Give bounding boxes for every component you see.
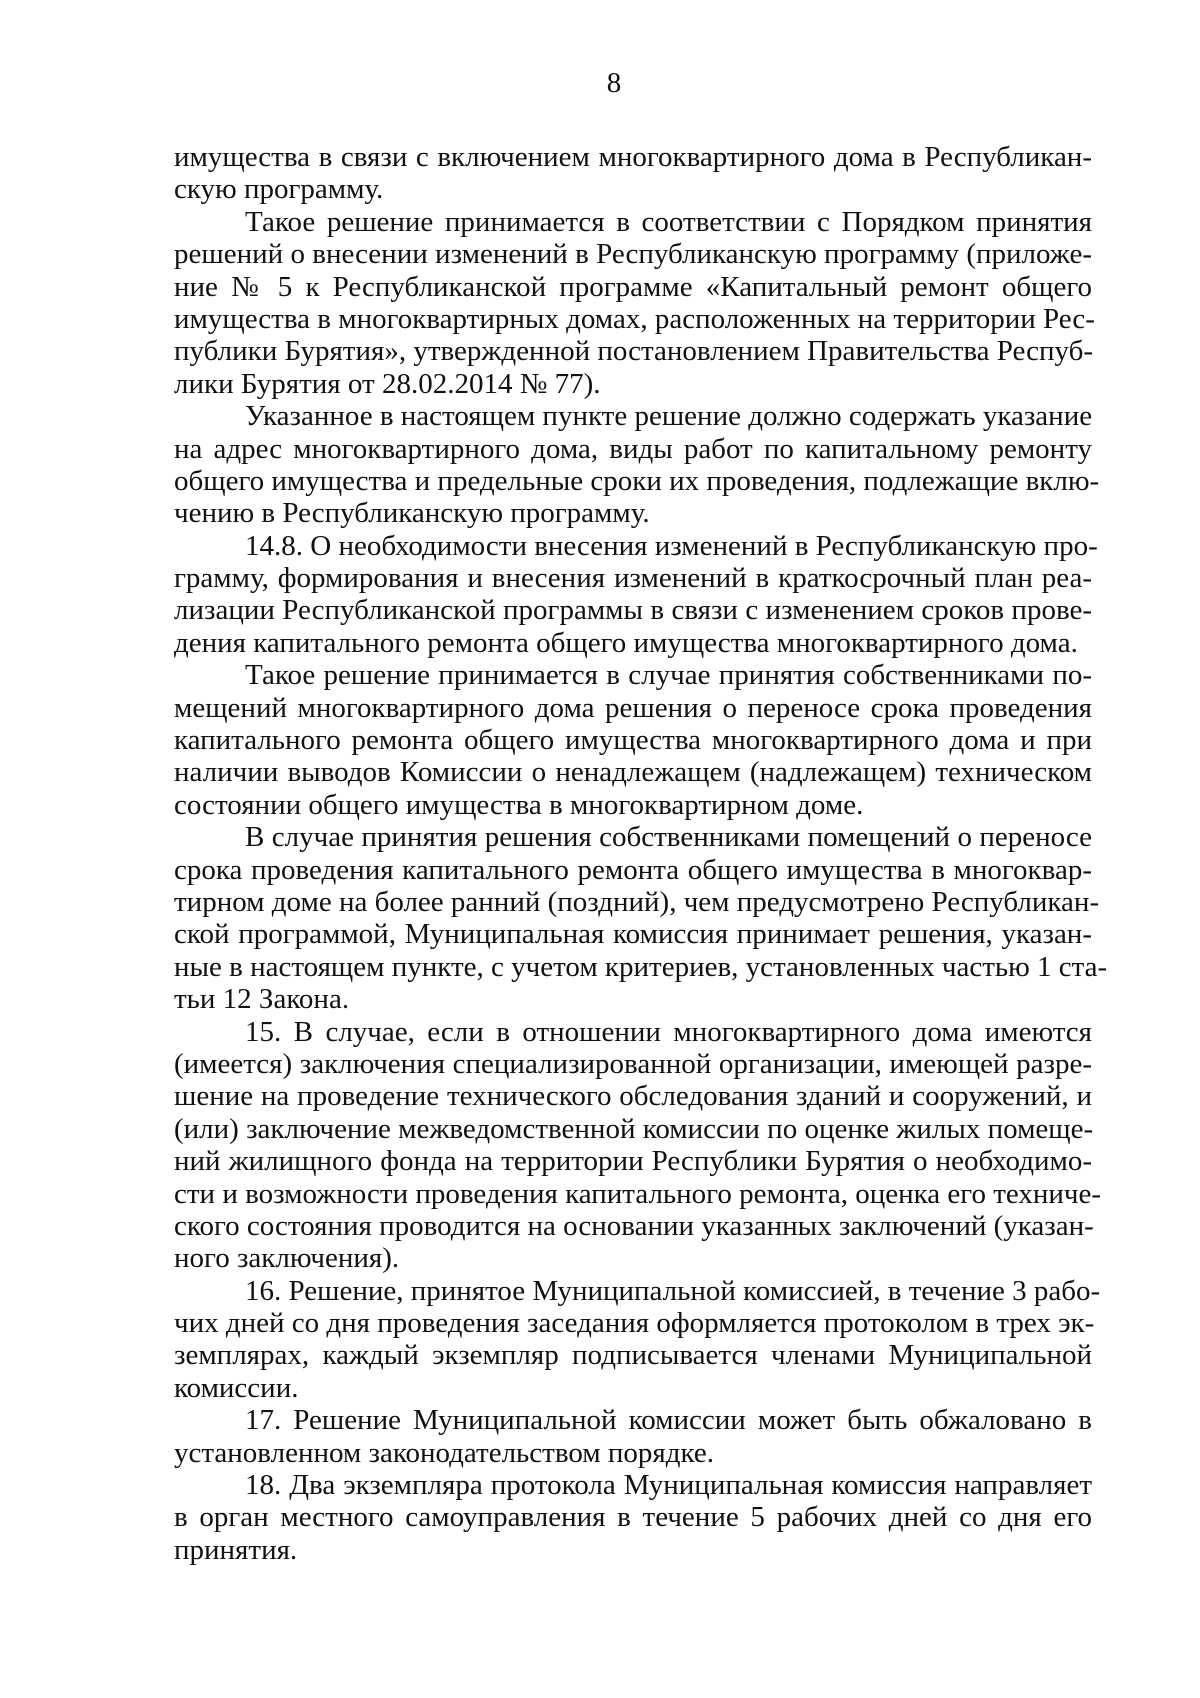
text-line: чих дней со дня проведения заседания оформляется протоколом в трех эк- [174, 1307, 1095, 1340]
text-line: 18. Два экземпляра протокола Муниципальная комиссия направляет [245, 1469, 1092, 1502]
text-line: Указанное в настоящем пункте решение должно содержать указание [245, 400, 1093, 433]
text-line: наличии выводов Комиссии о ненадлежащем (надлежащем) техническом [174, 756, 1092, 789]
text-line: Такое решение принимается в соответствии с Порядком принятия [245, 205, 1092, 238]
text-line: комиссии. [174, 1371, 299, 1404]
paragraph [174, 1404, 1092, 1469]
text-line: чению в Республиканскую программу. [174, 497, 650, 530]
paragraph [174, 1015, 1102, 1275]
text-line: ского состояния проводится на основании указанных заключений (указан- [174, 1209, 1094, 1242]
paragraph [174, 529, 1098, 660]
text-line: имущества в связи с включением многоквартирного дома в Республикан- [174, 141, 1092, 173]
text-line: состоянии общего имущества в многоквартирном доме. [174, 788, 864, 821]
text-line: земплярах, каждый экземпляр подписывается членами Муниципальной [174, 1339, 1092, 1372]
paragraph [174, 141, 1092, 206]
paragraph [174, 205, 1095, 400]
text-line: 15. В случае, если в отношении многоквартирного дома имеются [245, 1015, 1092, 1048]
text-line: тирном доме на более ранний (поздний), чем предусмотрено Республикан- [174, 885, 1100, 918]
page-number: 8 [606, 67, 622, 99]
text-line: в орган местного самоуправления в течение 5 рабочих дней со дня его [174, 1501, 1092, 1534]
text-line: грамму, формирования и внесения изменений в краткосрочный план реа- [174, 562, 1092, 595]
text-line: лики Бурятия от 28.02.2014 № 77). [174, 367, 601, 400]
text-line: 17. Решение Муниципальной комиссии может быть обжаловано в [245, 1404, 1092, 1437]
paragraph [174, 1274, 1101, 1405]
text-line: имущества в многоквартирных домах, расположенных на территории Рес- [174, 302, 1095, 335]
text-line: ние № 5 к Республиканской программе «Капитальный ремонт общего [174, 270, 1092, 303]
text-line: ного заключения). [174, 1242, 400, 1275]
text-line: сти и возможности проведения капитального ремонта, оценка его техниче- [174, 1177, 1102, 1210]
text-line: Такое решение принимается в случае принятия собственниками по- [245, 659, 1092, 692]
text-line: установленном законодательством порядке. [174, 1436, 714, 1469]
paragraph [174, 400, 1100, 530]
paragraph [174, 1469, 1092, 1566]
text-line: ные в настоящем пункте, с учетом критериев, установленных частью 1 ста- [174, 950, 1108, 983]
paragraph [174, 821, 1108, 1016]
text-line: (имеется) заключения специализированной организации, имеющей разре- [174, 1047, 1092, 1080]
text-line: В случае принятия решения собственниками помещений о переносе [245, 821, 1092, 854]
text-line: дения капитального ремонта общего имущества многоквартирного дома. [174, 626, 1078, 659]
text-line: 14.8. О необходимости внесения изменений в Республиканскую про- [245, 529, 1098, 562]
text-line: шение на проведение технического обследования зданий и сооружений, и [174, 1080, 1092, 1113]
text-line: ний жилищного фонда на территории Республики Бурятия о необходимо- [174, 1145, 1092, 1178]
paragraph [174, 659, 1092, 821]
text-line: (или) заключение межведомственной комиссии по оценке жилых помеще- [174, 1112, 1094, 1145]
document-body [174, 141, 1108, 1566]
text-line: ской программой, Муниципальная комиссия принимает решения, указан- [174, 918, 1092, 951]
text-line: принятия. [174, 1533, 298, 1566]
text-line: капитального ремонта общего имущества многоквартирного дома и при [174, 724, 1092, 757]
text-line: на адрес многоквартирного дома, виды работ по капитальному ремонту [174, 432, 1092, 465]
text-line: 16. Решение, принятое Муниципальной комиссией, в течение 3 рабо- [245, 1274, 1101, 1307]
text-line: лизации Республиканской программы в связи с изменением сроков прове- [174, 594, 1092, 627]
text-line: решений о внесении изменений в Республиканскую программу (приложе- [174, 238, 1092, 271]
text-line: скую программу. [174, 173, 384, 206]
text-line: тьи 12 Закона. [174, 983, 350, 1016]
text-line: публики Бурятия», утвержденной постановлением Правительства Респуб- [174, 335, 1094, 368]
text-line: общего имущества и предельные сроки их проведения, подлежащие вклю- [174, 464, 1100, 497]
text-line: мещений многоквартирного дома решения о переносе срока проведения [174, 691, 1092, 724]
text-line: срока проведения капитального ремонта общего имущества в многоквар- [174, 853, 1092, 886]
